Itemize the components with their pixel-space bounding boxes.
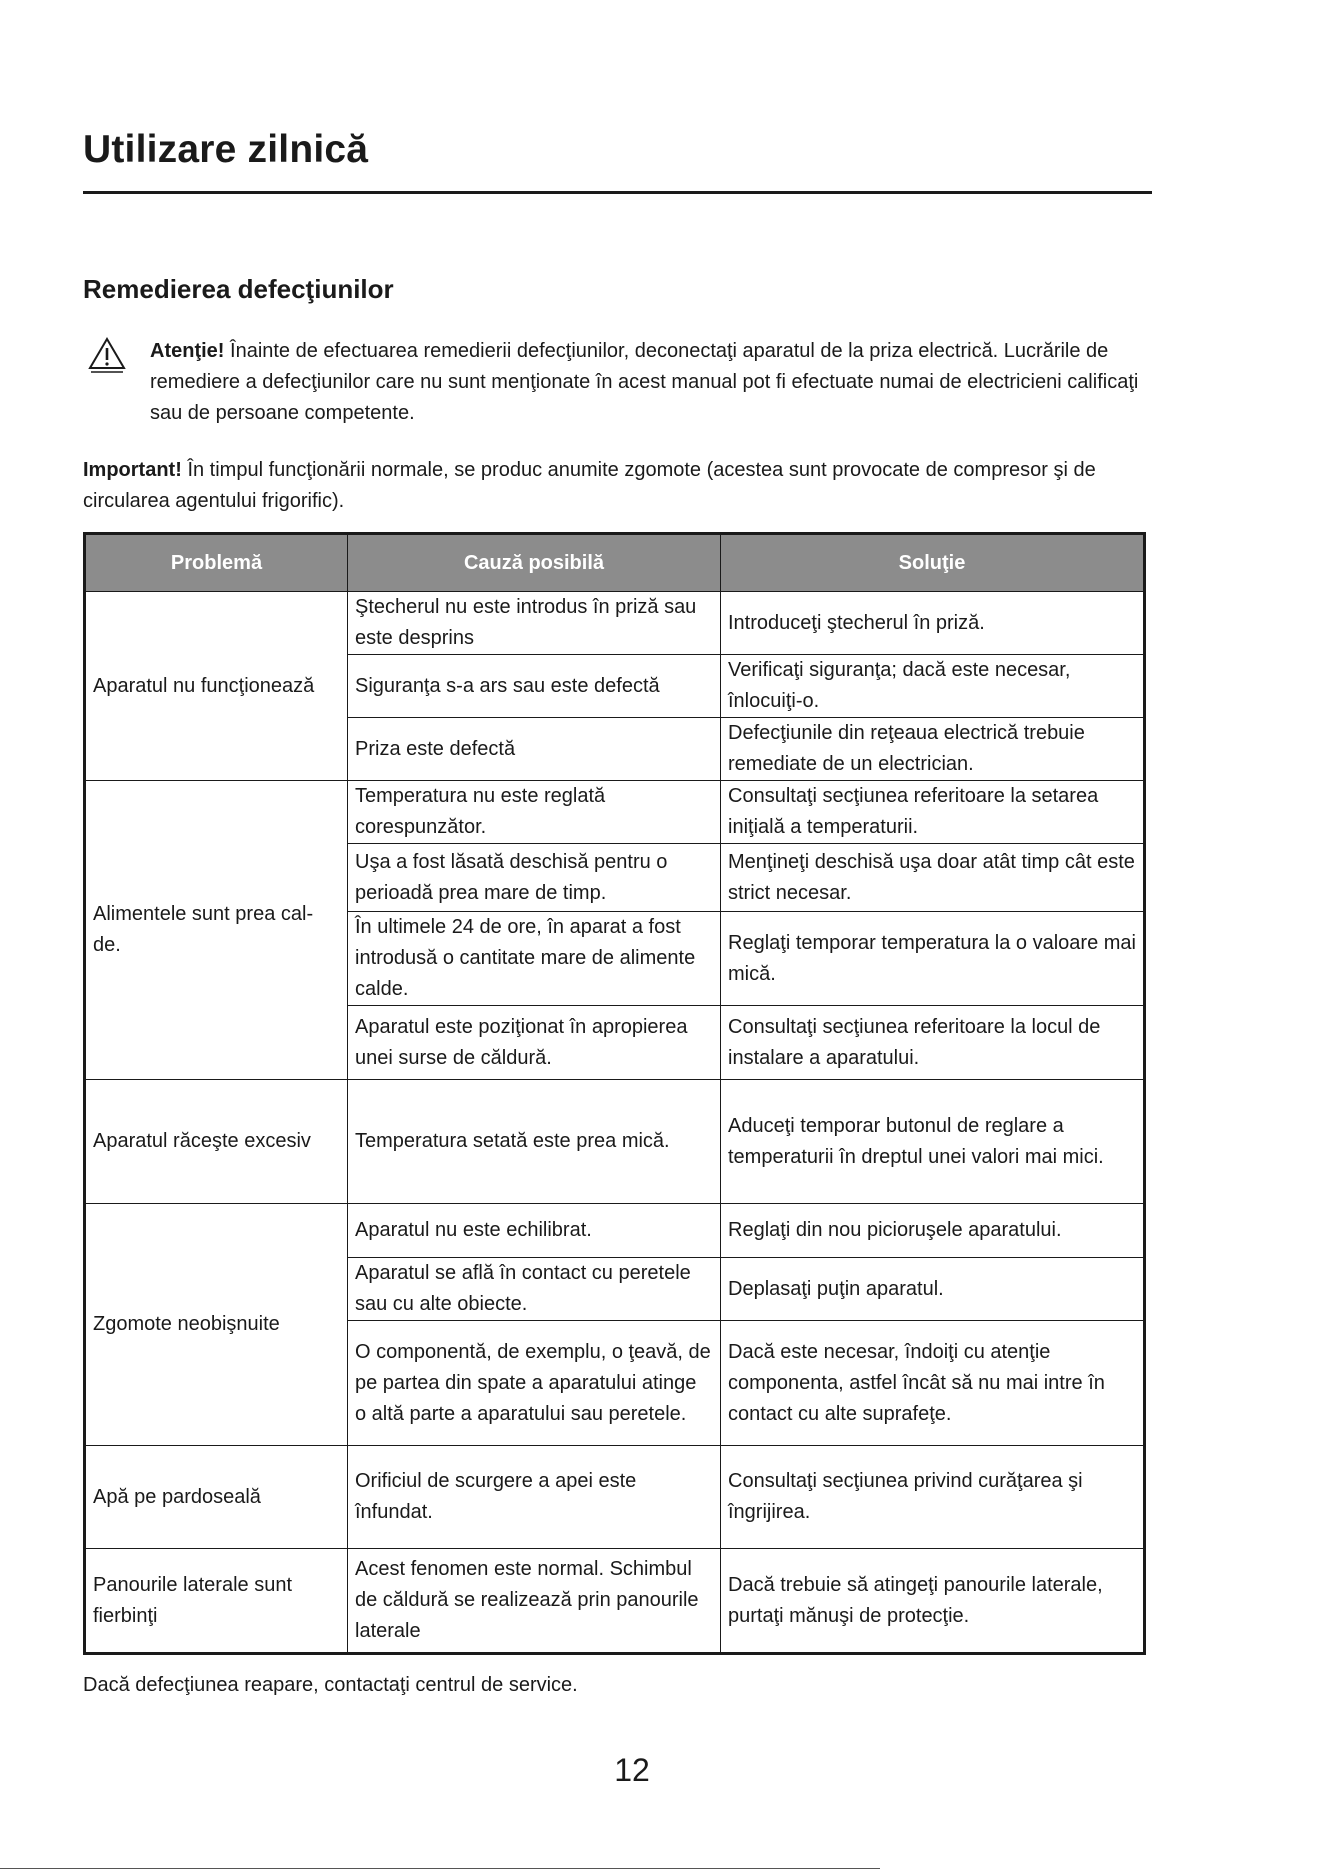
problem-cell: Aparatul răceşte excesiv: [85, 1080, 348, 1204]
cause-cell: Orificiul de scurgere a apei este înfundat.: [348, 1446, 721, 1549]
cause-cell: În ultimele 24 de ore, în aparat a fost introdusă o cantitate mare de alimente calde.: [348, 912, 721, 1006]
solution-cell: Reglaţi din nou picioruşele aparatului.: [721, 1204, 1145, 1258]
warning-text: Înainte de efectuarea remedierii defecţiunilor, deconectaţi aparatul de la priza electrică. Lucrările de remediere a defecţiunilor care nu sunt menţionate în acest manual pot fi efectuate numai de electricieni calificaţi sau de persoane competente.: [150, 340, 1139, 424]
cause-cell: Siguranţa s-a ars sau este defectă: [348, 655, 721, 718]
important-label: Important!: [83, 459, 182, 481]
section-title: Remedierea defecţiunilor: [83, 274, 394, 304]
cause-cell: Priza este defectă: [348, 718, 721, 781]
important-paragraph: [83, 455, 1143, 517]
table-row: [85, 1446, 1145, 1549]
cause-cell: Aparatul este poziţionat în apropierea unei surse de căldură.: [348, 1006, 721, 1080]
cause-cell: Temperatura nu este reglată corespunzător.: [348, 781, 721, 844]
problem-cell: Alimentele sunt prea cal-de.: [85, 781, 348, 1080]
solution-cell: Dacă este necesar, îndoiţi cu atenţie componenta, astfel încât să nu mai intre în contact cu alte suprafeţe.: [721, 1321, 1145, 1446]
title-divider: [83, 191, 1152, 194]
solution-cell: Defecţiunile din reţeaua electrică trebuie remediate de un electrician.: [721, 718, 1145, 781]
problem-cell: Apă pe pardoseală: [85, 1446, 348, 1549]
footer-note: Dacă defecţiunea reapare, contactaţi centrul de service.: [83, 1674, 578, 1696]
solution-cell: Aduceţi temporar butonul de reglare a temperaturii în dreptul unei valori mai mici.: [721, 1080, 1145, 1204]
solution-cell: Introduceţi ştecherul în priză.: [721, 592, 1145, 655]
cause-cell: Temperatura setată este prea mică.: [348, 1080, 721, 1204]
cause-cell: O componentă, de exemplu, o ţeavă, de pe partea din spate a aparatului atinge o altă parte a aparatului sau peretele.: [348, 1321, 721, 1446]
warning-paragraph: [150, 336, 1150, 429]
table-row: [85, 592, 1145, 655]
important-text: În timpul funcţionării normale, se produc anumite zgomote (acestea sunt provocate de compresor şi de circularea agentului frigorific).: [83, 459, 1096, 512]
solution-cell: Verificaţi siguranţa; dacă este necesar, înlocuiţi-o.: [721, 655, 1145, 718]
table-row: [85, 1080, 1145, 1204]
table-row: [85, 1204, 1145, 1258]
solution-cell: Menţineţi deschisă uşa doar atât timp cât este strict necesar.: [721, 844, 1145, 912]
warning-label: Atenţie!: [150, 340, 225, 362]
table-row: [85, 781, 1145, 844]
solution-cell: Dacă trebuie să atingeţi panourile laterale, purtaţi mănuşi de protecţie.: [721, 1549, 1145, 1654]
header-cause: Cauză posibilă: [348, 534, 721, 592]
solution-cell: Consultaţi secţiunea referitoare la setarea iniţială a temperaturii.: [721, 781, 1145, 844]
solution-cell: Consultaţi secţiunea referitoare la locul de instalare a aparatului.: [721, 1006, 1145, 1080]
solution-cell: Consultaţi secţiunea privind curăţarea şi îngrijirea.: [721, 1446, 1145, 1549]
page-title: Utilizare zilnică: [83, 128, 369, 171]
problem-cell: Panourile laterale sunt fierbinţi: [85, 1549, 348, 1654]
troubleshooting-table: [83, 532, 1146, 1655]
problem-cell: Zgomote neobişnuite: [85, 1204, 348, 1446]
solution-cell: Reglaţi temporar temperatura la o valoare mai mică.: [721, 912, 1145, 1006]
cause-cell: Uşa a fost lăsată deschisă pentru o perioadă prea mare de timp.: [348, 844, 721, 912]
cause-cell: Acest fenomen este normal. Schimbul de căldură se realizează prin panourile laterale: [348, 1549, 721, 1654]
page-number: 12: [614, 1752, 650, 1788]
warning-triangle-icon: [87, 336, 127, 374]
table-header-row: [85, 534, 1145, 592]
solution-cell: Deplasaţi puţin aparatul.: [721, 1258, 1145, 1321]
problem-cell: Aparatul nu funcţionează: [85, 592, 348, 781]
bottom-divider: [0, 1868, 880, 1869]
cause-cell: Ştecherul nu este introdus în priză sau este desprins: [348, 592, 721, 655]
cause-cell: Aparatul nu este echilibrat.: [348, 1204, 721, 1258]
header-solution: Soluţie: [721, 534, 1145, 592]
table-row: [85, 1549, 1145, 1654]
cause-cell: Aparatul se află în contact cu peretele sau cu alte obiecte.: [348, 1258, 721, 1321]
header-problem: Problemă: [85, 534, 348, 592]
